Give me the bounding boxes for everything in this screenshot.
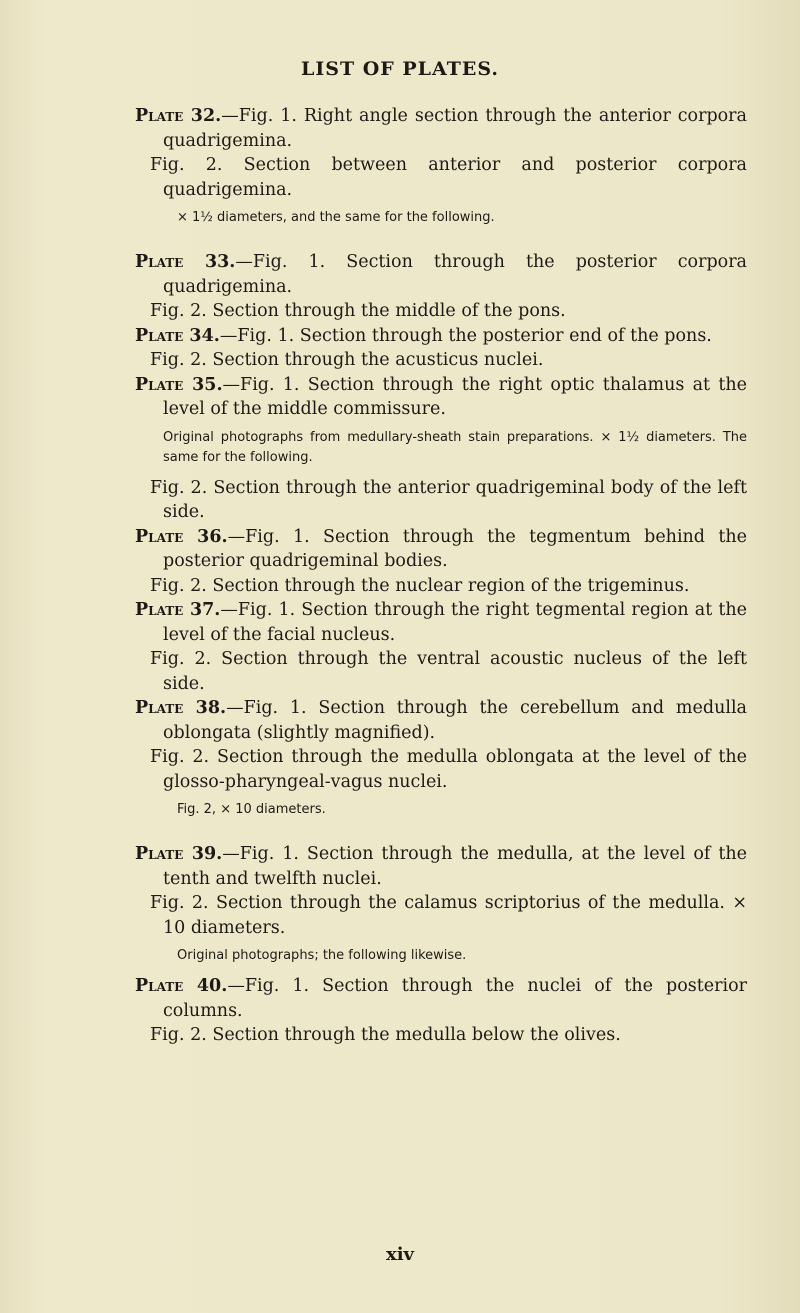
plate-text: —Fig. 1. Section through the posterior end of the pons. [219, 325, 712, 346]
plate-entry-35 [135, 373, 747, 422]
spacer [135, 828, 747, 842]
plate-label: Plate 35. [135, 374, 223, 395]
photograph-note: Original photographs; the following likewise. [177, 948, 467, 963]
plate-text: —Fig. 1. Section through the nuclei of the posterior columns. [163, 976, 747, 1021]
fig-entry: Fig. 2. Section through the middle of the pons. [150, 301, 566, 321]
fig-entry: Fig. 2. Section through the nuclear region of the trigeminus. [150, 575, 690, 596]
plate-text: —Fig. 1. Section through the cerebellum and medulla oblongata (slightly magnified). [163, 698, 747, 743]
plate-entry-38 [135, 696, 747, 745]
plate-entry-33 [135, 250, 747, 299]
magnification-note: Fig. 2, × 10 diameters. [177, 802, 326, 817]
plate-text: —Fig. 1. Section through the right tegmental region at the level of the facial nucleus. [163, 600, 747, 645]
fig-entry: Fig. 2. Section through the ventral acoustic nucleus of the left side. [150, 649, 747, 694]
plate-text: —Fig. 1. Section through the posterior corpora quadrigemina. [163, 252, 747, 297]
spacer [135, 236, 747, 250]
plate-entry-32 [135, 104, 747, 153]
plate-text: —Fig. 1. Section through the medulla, at the level of the tenth and twelfth nuclei. [163, 844, 747, 889]
page-title: LIST OF PLATES. [300, 58, 499, 80]
plate-label: Plate 34. [135, 325, 220, 346]
plate-entry-34 [135, 324, 747, 349]
plate-label: Plate 40. [135, 976, 228, 996]
plate-label: Plate 33. [135, 252, 236, 272]
page-number: xiv [385, 1244, 415, 1265]
fig-entry: Fig. 2. Section between anterior and posterior corpora quadrigemina. [150, 155, 747, 200]
plate-text: —Fig. 1. Section through the tegmentum behind the posterior quadrigeminal bodies. [163, 526, 747, 571]
plate-entry-36 [135, 525, 747, 574]
plate-entry-39 [135, 842, 747, 891]
fig-entry: Fig. 2. Section through the medulla below the olives. [150, 1025, 621, 1045]
fig-entry: Fig. 2. Section through the calamus scriptorius of the medulla. × 10 diameters. [150, 893, 747, 938]
plate-text: —Fig. 1. Right angle section through the anterior corpora quadrigemina. [163, 106, 747, 151]
plate-entry-37 [135, 598, 747, 647]
plates-list [135, 104, 747, 1048]
plate-entry-40 [135, 974, 747, 1023]
plate-label: Plate 36. [135, 526, 228, 547]
plate-text: —Fig. 1. Section through the right optic thalamus at the level of the middle commissure. [163, 374, 747, 419]
plate-label: Plate 32. [135, 106, 222, 126]
plate-label: Plate 37. [135, 600, 221, 620]
fig-entry: Fig. 2. Section through the acusticus nuclei. [150, 350, 544, 370]
plate-label: Plate 38. [135, 698, 227, 718]
photograph-note: Original photographs from medullary-sheath stain preparations. × 1½ diameters. The same for the following. [163, 429, 747, 465]
fig-entry: Fig. 2. Section through the anterior quadrigeminal body of the left side. [150, 477, 747, 522]
fig-entry: Fig. 2. Section through the medulla oblongata at the level of the glosso-pharyngeal-vagus nuclei. [150, 747, 747, 792]
plate-label: Plate 39. [135, 844, 223, 864]
magnification-note: × 1½ diameters, and the same for the following. [177, 210, 495, 225]
